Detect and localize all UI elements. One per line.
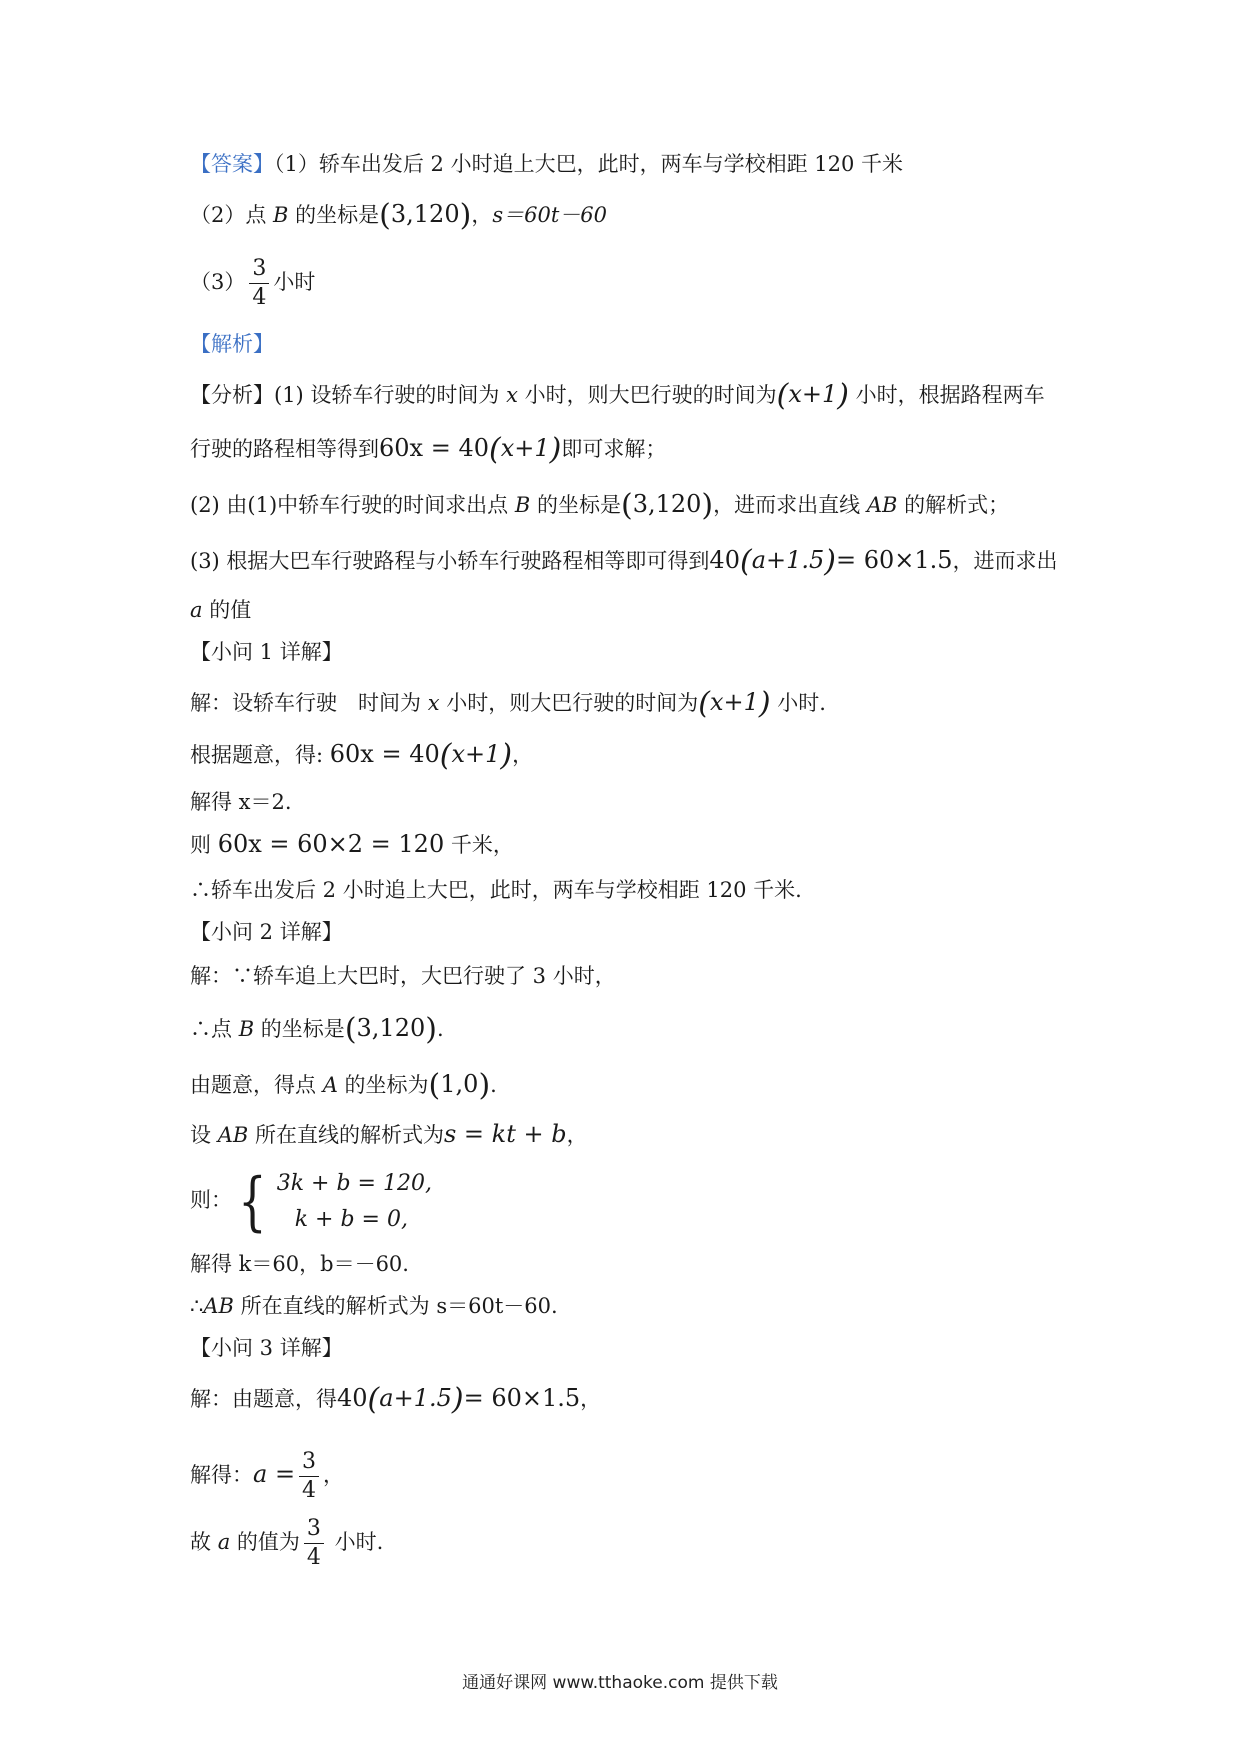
q3-text-3c: 小时. [327, 1530, 384, 1554]
q2-text-3c: . [490, 1073, 497, 1097]
fraction-three-quarters [299, 1450, 319, 1503]
q1-text-4b: 千米， [444, 833, 514, 857]
q2-text-5a: 则： [190, 1188, 232, 1212]
equation-60x: 60x = 40 [379, 434, 489, 462]
q3-line-3 [190, 1514, 383, 1570]
coord-b: (3,120) [620, 488, 714, 523]
q1-text-1a: 解：设轿车行驶 时间为 [190, 691, 428, 715]
equation-40: 40 [709, 546, 740, 574]
equation-rhs: = 60×1.5 [463, 1384, 581, 1412]
expr-value: a+1.5 [751, 546, 825, 574]
q2-line-4 [190, 1120, 588, 1149]
coord-b-value: 3,120 [632, 490, 702, 518]
q3-text-1a: 解：由题意，得 [190, 1387, 337, 1411]
q3-text-3a: 故 [190, 1530, 218, 1554]
analysis-text-1a: (1) 设轿车行驶的时间为 [274, 383, 507, 407]
equation-rhs: = 60×1.5 [836, 546, 953, 574]
q2-line-7 [190, 1292, 558, 1320]
q3-text-2b: ， [323, 1463, 345, 1487]
system-rows [277, 1166, 432, 1238]
analysis-text-4b: ，进而求出 [952, 549, 1058, 573]
page-footer: 通通好课网 www.tthaoke.com 提供下载 [462, 1673, 778, 1693]
fraction-numerator: 3 [299, 1450, 319, 1477]
answer-text-2c: ， [471, 203, 493, 227]
analysis-text-3d: 的解析式； [897, 493, 1010, 517]
analysis-line-4 [190, 544, 1058, 579]
analysis-text-5b: 的值 [202, 598, 252, 622]
var-x: x [506, 383, 518, 407]
point-a: A [322, 1073, 338, 1097]
equation-system [232, 1166, 432, 1238]
q2-text-7a: ∴ [190, 1294, 204, 1318]
q3-line-2 [190, 1446, 344, 1503]
q3-text-2a: 解得： [190, 1463, 253, 1487]
q2-text-2a: ∴点 [190, 1017, 239, 1041]
q3-text-3b: 的值为 [230, 1530, 300, 1554]
q1-line-1 [190, 686, 826, 721]
coord-b-value: 3,120 [390, 200, 460, 228]
coord-b: (3,120) [344, 1012, 437, 1047]
answer-equation: s＝60t－60 [492, 203, 607, 227]
expr-x-plus-1: (x+1) [488, 432, 562, 467]
q2-line-5 [190, 1162, 432, 1238]
analysis-subtag: 【分析】 [190, 383, 274, 407]
fraction-numerator: 3 [249, 257, 269, 284]
equation-40: 40 [337, 1384, 368, 1412]
q1-text-1b: 小时，则大巴行驶的时间为 [439, 691, 699, 715]
coord-a-value: 1,0 [440, 1070, 479, 1098]
answer-line-2 [190, 198, 607, 233]
q1-text-1c: 小时. [770, 691, 826, 715]
analysis-line-1 [190, 378, 1045, 413]
analysis-text-2b: 即可求解； [561, 437, 667, 461]
answer-text-1: （1）轿车出发后 2 小时追上大巴，此时，两车与学校相距 120 千米 [274, 152, 904, 176]
q2-line-3 [190, 1068, 497, 1103]
q2-text-3b: 的坐标为 [337, 1073, 429, 1097]
analysis-tag: 【解析】 [190, 332, 274, 356]
analysis-text-4a: (3) 根据大巴车行驶路程与小轿车行驶路程相等即可得到 [190, 549, 710, 573]
line-ab: AB [217, 1123, 249, 1147]
q2-text-3a: 由题意，得点 [190, 1073, 323, 1097]
analysis-text-3c: ，进而求出直线 [713, 493, 867, 517]
fraction-denominator: 4 [252, 285, 267, 310]
analysis-text-1c: 小时，根据路程两车 [849, 383, 1045, 407]
equation-s-kt-b: s = kt + b [443, 1120, 567, 1148]
expr-value: a+1.5 [379, 1384, 452, 1412]
q3-tag: 【小问 3 详解】 [190, 1336, 343, 1360]
var-a: a [190, 598, 203, 622]
q2-line-6: 解得 k＝60，b＝－60. [190, 1252, 409, 1276]
q1-text-4a: 则 [190, 833, 218, 857]
answer-text-3b: 小时 [273, 270, 316, 294]
expr-x-plus-1: (x+1) [776, 378, 849, 413]
q1-line-2 [190, 738, 534, 773]
q1-line-3: 解得 x＝2. [190, 790, 292, 814]
system-eq-2: k + b = 0, [294, 1206, 408, 1232]
q2-text-2c: . [436, 1017, 444, 1041]
answer-text-2b: 的坐标是 [288, 203, 380, 227]
var-a: a [217, 1530, 231, 1554]
expr-x-plus-1: (x+1) [439, 738, 513, 773]
q1-text-2b: ， [512, 743, 534, 767]
q2-text-7b: 所在直线的解析式为 s＝60t－60. [233, 1294, 558, 1318]
equation-a-equals: a = [253, 1460, 296, 1488]
expr-value: x+1 [451, 740, 501, 768]
analysis-text-2a: 行驶的路程相等得到 [190, 437, 379, 461]
q2-text-2b: 的坐标是 [254, 1017, 345, 1041]
fraction-three-quarters [304, 1517, 324, 1570]
answer-line-3 [190, 254, 315, 310]
coord-a: (1,0) [428, 1068, 491, 1103]
q1-line-5: ∴轿车出发后 2 小时追上大巴，此时，两车与学校相距 120 千米. [190, 878, 802, 902]
equation-120: 60x = 60×2 = 120 [217, 830, 445, 858]
q3-text-1b: ， [580, 1387, 602, 1411]
analysis-text-1b: 小时，则大巴行驶的时间为 [517, 383, 777, 407]
expr-a-plus-15: (a+1.5) [739, 544, 836, 579]
q2-text-4a: 设 [190, 1123, 218, 1147]
coord-b-value: 3,120 [356, 1014, 426, 1042]
line-ab: AB [866, 493, 898, 517]
answer-line-1 [190, 150, 903, 178]
analysis-line-5 [190, 596, 251, 624]
point-b: B [238, 1017, 255, 1041]
expr-x-plus-1: (x+1) [698, 686, 771, 721]
answer-text-3a: （3） [190, 270, 246, 294]
answer-tag: 【答案】 [190, 152, 274, 176]
fraction-three-quarters [249, 257, 269, 310]
analysis-line-2 [190, 432, 667, 467]
var-x: x [427, 691, 440, 715]
fraction-numerator: 3 [304, 1517, 324, 1544]
point-b: B [273, 203, 289, 227]
q2-line-1: 解：∵轿车追上大巴时，大巴行驶了 3 小时， [190, 964, 616, 988]
expr-value: x+1 [709, 688, 759, 716]
analysis-text-3a: (2) 由(1)中轿车行驶的时间求出点 [190, 493, 515, 517]
equation-60x: 60x = 40 [329, 740, 440, 768]
q1-tag: 【小问 1 详解】 [190, 640, 343, 664]
expr-a-plus-15: (a+1.5) [367, 1382, 464, 1417]
q3-line-1 [190, 1382, 602, 1417]
q1-line-4 [190, 830, 514, 859]
analysis-line-3 [190, 488, 1010, 523]
q2-tag: 【小问 2 详解】 [190, 920, 343, 944]
coord-b: (3,120) [379, 198, 472, 233]
brace-icon: { [238, 1164, 267, 1239]
fraction-denominator: 4 [306, 1545, 321, 1570]
q2-line-2 [190, 1012, 444, 1047]
q2-text-4c: ， [566, 1123, 588, 1147]
answer-text-2a: （2）点 [190, 203, 274, 227]
analysis-text-3b: 的坐标是 [530, 493, 621, 517]
point-b: B [514, 493, 531, 517]
fraction-denominator: 4 [302, 1478, 317, 1503]
q1-text-2a: 根据题意，得: [190, 743, 330, 767]
q2-text-4b: 所在直线的解析式为 [248, 1123, 444, 1147]
expr-value: x+1 [788, 380, 838, 408]
line-ab: AB [203, 1294, 234, 1318]
system-eq-1: 3k + b = 120, [276, 1170, 432, 1196]
expr-value: x+1 [500, 434, 550, 462]
